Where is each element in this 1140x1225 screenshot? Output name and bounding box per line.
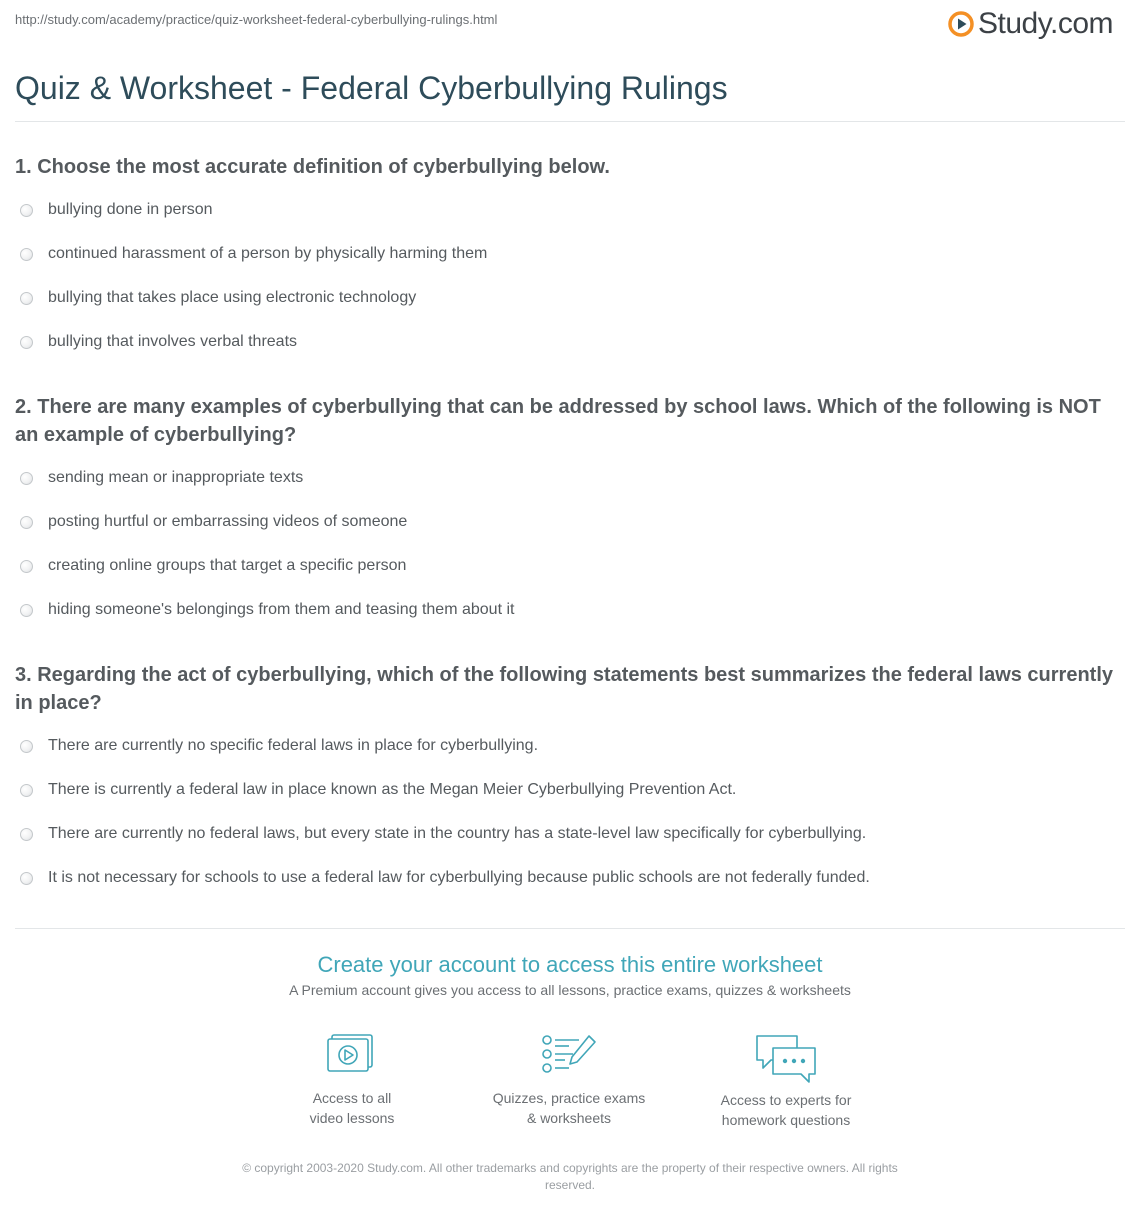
cta-divider xyxy=(15,928,1125,929)
feature-label-line2: homework questions xyxy=(721,1112,851,1128)
answer-option[interactable] xyxy=(20,500,1120,544)
logo-text: Study.com xyxy=(978,7,1113,40)
answer-label: hiding someone's belongings from them and teasing them about it xyxy=(48,601,515,618)
create-account-link[interactable]: Create your account to access this entire worksheet xyxy=(317,952,823,977)
cta-subtitle: A Premium account gives you access to all lessons, practice exams, quizzes & worksheets xyxy=(289,982,851,998)
study-logo[interactable] xyxy=(948,8,1113,40)
answer-option[interactable] xyxy=(20,588,1120,632)
answer-option[interactable] xyxy=(20,320,1120,364)
answer-option[interactable] xyxy=(20,276,1120,320)
feature-label-line1: Access to experts for xyxy=(720,1092,852,1108)
answer-option[interactable] xyxy=(20,812,1120,856)
answer-label: bullying that involves verbal threats xyxy=(48,333,298,350)
feature-experts xyxy=(696,1032,876,1130)
radio-button[interactable] xyxy=(20,560,33,573)
chat-bubbles-icon xyxy=(753,1032,819,1084)
radio-button[interactable] xyxy=(20,872,33,885)
video-lessons-icon xyxy=(324,1032,380,1078)
page-title: Quiz & Worksheet - Federal Cyberbullying Rulings xyxy=(15,70,728,106)
feature-label-line2: & worksheets xyxy=(526,1110,612,1126)
copyright-text: © copyright 2003-2020 Study.com. All other trademarks and copyrights are the property of their respective owners. All rights reserved. xyxy=(242,1161,898,1192)
feature-quizzes xyxy=(479,1032,659,1128)
answer-label: creating online groups that target a specific person xyxy=(48,557,407,574)
radio-button[interactable] xyxy=(20,248,33,261)
answer-label: There is currently a federal law in place known as the Megan Meier Cyberbullying Prevention Act. xyxy=(48,781,737,798)
answer-label: There are currently no federal laws, but every state in the country has a state-level law specifically for cyberbullying. xyxy=(48,825,867,842)
page-url: http://study.com/academy/practice/quiz-worksheet-federal-cyberbullying-rulings.html xyxy=(15,12,498,27)
top-bar xyxy=(15,0,1125,44)
play-circle-icon xyxy=(948,11,974,37)
radio-button[interactable] xyxy=(20,740,33,753)
answer-option[interactable] xyxy=(20,232,1120,276)
answer-label: continued harassment of a person by physically harming them xyxy=(48,245,488,262)
answer-option[interactable] xyxy=(20,768,1120,812)
radio-button[interactable] xyxy=(20,604,33,617)
radio-button[interactable] xyxy=(20,472,33,485)
answer-list-2 xyxy=(20,456,1120,632)
feature-label-line1: Access to all xyxy=(312,1090,392,1106)
radio-button[interactable] xyxy=(20,292,33,305)
answer-label: It is not necessary for schools to use a federal law for cyberbullying because public schools are not federally funded. xyxy=(48,869,870,886)
title-divider xyxy=(15,121,1125,122)
answer-label: sending mean or inappropriate texts xyxy=(48,469,304,486)
answer-option[interactable] xyxy=(20,188,1120,232)
radio-button[interactable] xyxy=(20,784,33,797)
answer-label: bullying done in person xyxy=(48,201,213,218)
answer-option[interactable] xyxy=(20,724,1120,768)
answer-label: posting hurtful or embarrassing videos of someone xyxy=(48,513,408,530)
quiz-checklist-icon xyxy=(539,1032,599,1078)
answer-option[interactable] xyxy=(20,456,1120,500)
feature-label-line1: Quizzes, practice exams xyxy=(492,1090,646,1106)
radio-button[interactable] xyxy=(20,516,33,529)
feature-label-line2: video lessons xyxy=(309,1110,395,1126)
answer-list-3 xyxy=(20,724,1120,900)
question-1: 1. Choose the most accurate definition of cyberbullying below. xyxy=(15,156,610,178)
radio-button[interactable] xyxy=(20,828,33,841)
answer-label: There are currently no specific federal laws in place for cyberbullying. xyxy=(48,737,539,754)
question-2: 2. There are many examples of cyberbullying that can be addressed by school laws. Which of the following is NOT an example of cyberbullying? xyxy=(15,396,1101,446)
answer-list-1 xyxy=(20,188,1120,364)
answer-option[interactable] xyxy=(20,856,1120,900)
question-3: 3. Regarding the act of cyberbullying, which of the following statements best summarizes the federal laws currently in place? xyxy=(15,664,1114,714)
feature-video-lessons xyxy=(262,1032,442,1128)
answer-option[interactable] xyxy=(20,544,1120,588)
answer-label: bullying that takes place using electronic technology xyxy=(48,289,417,306)
radio-button[interactable] xyxy=(20,204,33,217)
radio-button[interactable] xyxy=(20,336,33,349)
